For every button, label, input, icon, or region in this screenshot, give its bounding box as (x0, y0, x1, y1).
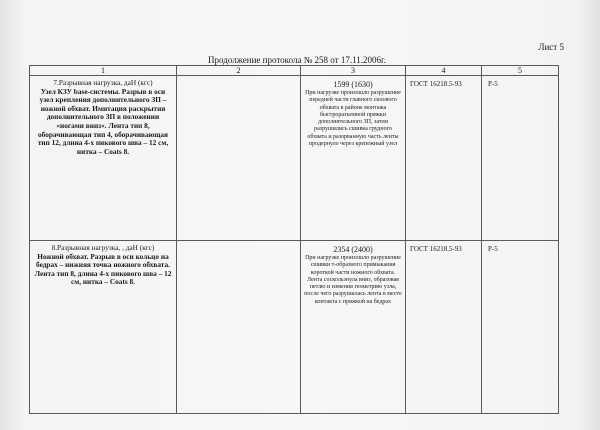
result-value: 1599 (1630) (333, 80, 373, 89)
parameter-description: Узел КЗУ base-системы. Разрыв в оси узел крепления дополнительного ЗП – ножной обхват. Имитация раскрытия дополнительного ЗП в положении «ногами вниз». Лента тип 8, оборачивающая тип 4, оборачивающая тип 12, длина 4-х пикового шва – 12 см, нитка – Coats 8. (37, 86, 169, 156)
standard-cell (406, 241, 482, 414)
parameter-title: 8.Разрывная нагрузка, , даН (кгс) (51, 243, 155, 252)
parameter-description: Ножной обхват. Разрыв в оси кольцо на бедрах – нижняя точка ножного обхвата. Лента тип 8, длина 4-х пикового шва – 12 см, нитка – Coats 8. (34, 251, 172, 287)
mark-cell (482, 241, 559, 414)
sheet-number: Лист 5 (538, 42, 564, 52)
column-header-1: 1 (30, 66, 177, 76)
result-cell (301, 241, 406, 414)
table-header-row (30, 66, 559, 76)
empty-cell (177, 76, 301, 241)
mark-value: Р-5 (488, 80, 498, 88)
empty-cell (177, 241, 301, 414)
protocol-table (29, 65, 559, 414)
result-description: При нагрузке произошло разрушение сшивки т-образного примыкания короткой части ножного обхвата. Лента соскользнула вниз, образовав петлю и изменив геометрию узла, после чего разрушилась лента в месте контакта с пряжкой на бедрах (304, 255, 402, 305)
protocol-title: Продолжение протокола № 258 от 17.11.2006г. (208, 55, 386, 65)
standard-reference: ГОСТ 16218.5-93 (410, 245, 462, 253)
mark-value: Р-5 (488, 245, 498, 253)
table-row (30, 241, 559, 414)
standard-reference: ГОСТ 16218.5-93 (410, 80, 462, 88)
result-value: 2354 (2400) (333, 245, 373, 254)
standard-cell (406, 76, 482, 241)
table-row (30, 76, 559, 241)
result-cell (301, 76, 406, 241)
column-header-2: 2 (177, 66, 301, 76)
parameter-title: 7.Разрывная нагрузка, даН (кгс) (53, 78, 153, 87)
result-description: При нагрузке произошло разрушение передней части главного силового обхвата в районе монтажа быстроразъемной пряжки дополнительного ЗП, затем разрушились сшивка грудного обхвата и разорванную часть ленты продернуло через крепежный узел (305, 90, 401, 148)
column-header-5: 5 (482, 66, 559, 76)
column-header-3: 3 (301, 66, 406, 76)
parameter-cell (30, 241, 177, 414)
column-header-4: 4 (406, 66, 482, 76)
mark-cell (482, 76, 559, 241)
parameter-cell (30, 76, 177, 241)
